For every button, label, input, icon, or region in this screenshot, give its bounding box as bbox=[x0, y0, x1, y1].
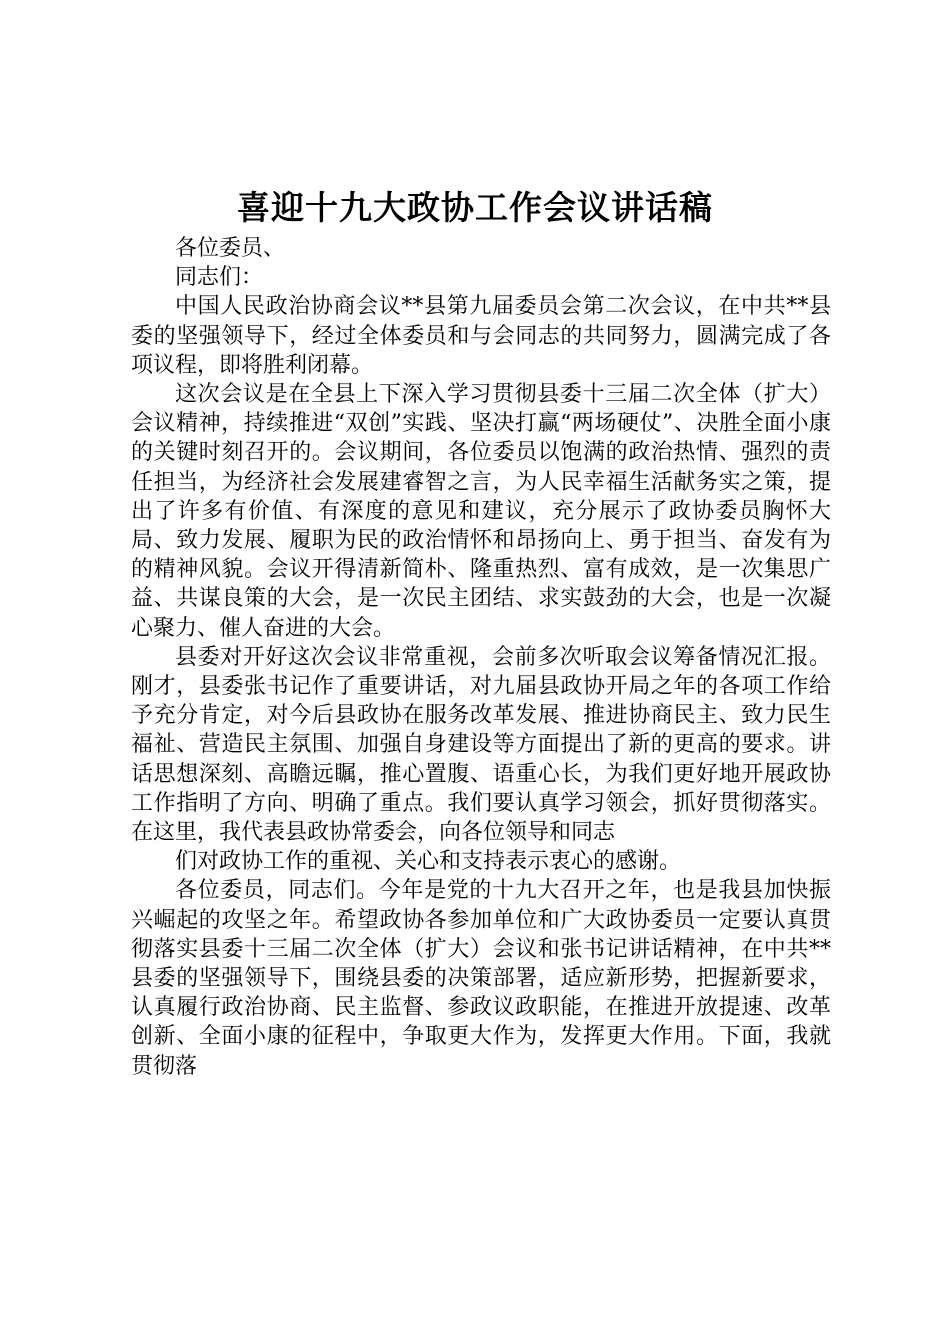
document-body bbox=[131, 234, 831, 1081]
paragraph-thanks: 们对政协工作的重视、关心和支持表示衷心的感谢。 bbox=[175, 849, 682, 875]
salutation-line-1: 各位委员、 bbox=[175, 236, 286, 261]
paragraph-expectations: 各位委员，同志们。今年是党的十九大召开之年，也是我县加快振兴崛起的攻坚之年。希望政协各参加单位和广大政协委员一定要认真贯彻落实县委十三届二次全体（扩大）会议和张书记讲话精神，在中共**县委的坚强领导下，围绕县委的决策部署，适应新形势，把握新要求，认真履行政治协商、民主监督、参政议政职能，在推进开放提速、改革创新、全面小康的征程中，争取更大作为，发挥更大作用。下面，我就贯彻落 bbox=[131, 878, 831, 1079]
document-title: 喜迎十九大政协工作会议讲话稿 bbox=[237, 188, 713, 227]
paragraph-opening: 中国人民政治协商会议**县第九届委员会第二次会议，在中共**县委的坚强领导下，经过全体委员和与会同志的共同努力，圆满完成了各项议程，即将胜利闭幕。 bbox=[131, 294, 831, 378]
paragraph-meeting-summary: 这次会议是在全县上下深入学习贯彻县委十三届二次全体（扩大）会议精神，持续推进“双创”实践、坚决打赢“两场硬仗”、决胜全面小康的关键时刻召开的。会议期间，各位委员以饱满的政治热情、强烈的责任担当，为经济社会发展建睿智之言，为人民幸福生活献务实之策，提出了许多有价值、有深度的意见和建议，充分展示了政协委员胸怀大局、致力发展、履职为民的政治情怀和昂扬向上、勇于担当、奋发有为的精神风貌。会议开得清新简朴、隆重热烈、富有成效，是一次集思广益、共谋良策的大会，是一次民主团结、求实鼓劲的大会，也是一次凝心聚力、催人奋进的大会。 bbox=[131, 382, 831, 641]
salutation-line-2: 同志们： bbox=[175, 265, 264, 291]
paragraph-county-committee: 县委对开好这次会议非常重视，会前多次听取会议筹备情况汇报。刚才，县委张书记作了重要讲话，对九届县政协开局之年的各项工作给予充分肯定，对今后县政协在服务改革发展、推进协商民主、致力民生福祉、营造民主氛围、加强自身建设等方面提出了新的更高的要求。讲话思想深刻、高瞻远瞩，推心置腹、语重心长，为我们更好地开展政协工作指明了方向、明确了重点。我们要认真学习领会，抓好贯彻落实。在这里，我代表县政协常委会，向各位领导和同志 bbox=[131, 644, 831, 846]
